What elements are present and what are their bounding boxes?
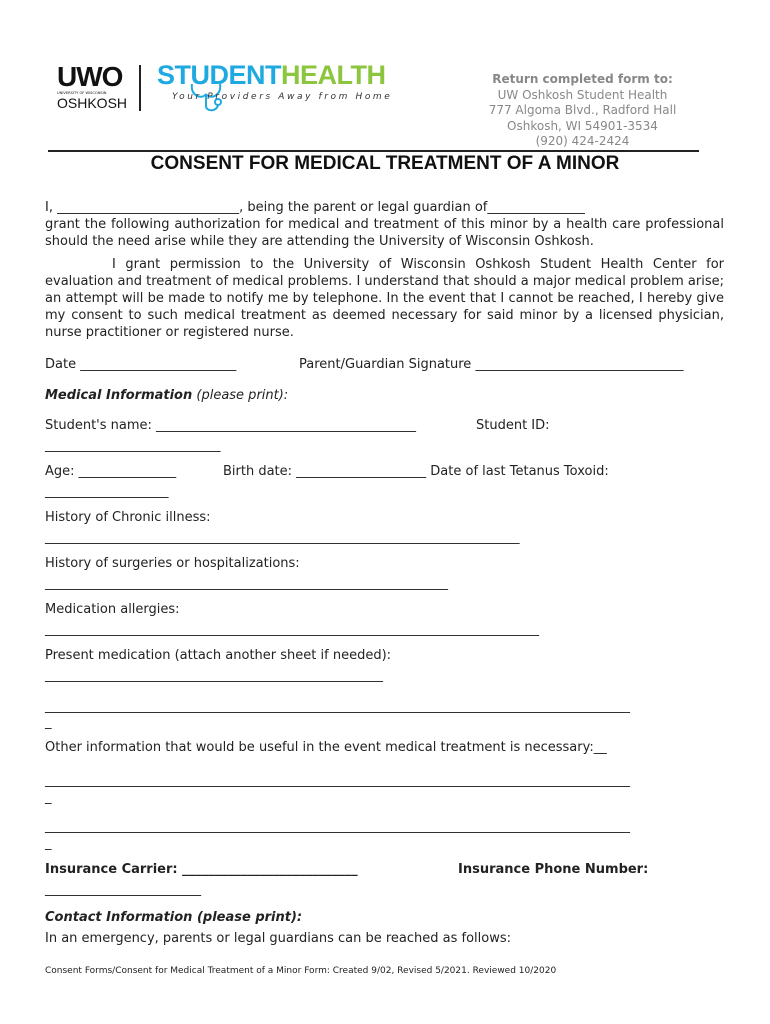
tetanus-field[interactable]: ___________________ <box>45 484 169 499</box>
permission-text: I grant permission to the University of Wisconsin Oshkosh Student Health Center for evaluation and treatment of medical problems. I understand that should a major medical problem arise; an attempt will be made to notify me by telephone. In the event that I cannot be reached, I hereby give my consent to such medical treatment as deemed necessary for said minor by a licensed physician, nurse practitioner or registered nurse. <box>45 257 724 340</box>
return-line2: 777 Algoma Blvd., Radford Hall <box>488 103 677 117</box>
student-name-field[interactable]: Student's name: ________________________________________ <box>45 418 417 433</box>
insurance-carrier-field[interactable]: Insurance Carrier: ___________________________ <box>45 862 358 877</box>
surgeries-label: History of surgeries or hospitalizations: <box>45 556 300 571</box>
line-continuation: _ <box>45 836 52 851</box>
medical-info-heading-label: Medical Information <box>45 388 193 403</box>
other-info-field[interactable]: Other information that would be useful in the event medical treatment is necessary:__ <box>45 740 607 755</box>
student-health-logo-part2: HEALTH <box>281 60 386 90</box>
contact-info-heading: Contact Information (please print): <box>45 910 303 925</box>
return-line3: Oshkosh, WI 54901-3534 <box>507 118 658 133</box>
present-medication-extra-line[interactable]: __________________________________________________________________________________________ <box>45 699 630 714</box>
return-line1: UW Oshkosh Student Health <box>497 87 668 102</box>
uwo-logo-letters: UWO <box>57 61 123 92</box>
uwo-logo-city: OSHKOSH <box>57 95 128 111</box>
parent-signature-field[interactable]: Parent/Guardian Signature ________________________________ <box>299 357 684 372</box>
line-continuation: _ <box>45 790 52 805</box>
logo-divider <box>139 65 141 111</box>
return-phone: (920) 424-2424 <box>535 134 630 148</box>
student-health-tagline: Your Providers Away from Home <box>172 92 393 102</box>
allergies-field[interactable]: ____________________________________________________________________________ <box>45 622 539 637</box>
birth-date-field[interactable]: Birth date: ____________________ Date of last Tetanus Toxoid: <box>223 464 609 479</box>
surgeries-field[interactable]: ______________________________________________________________ <box>45 576 448 591</box>
return-address <box>470 72 695 150</box>
contact-info-text: In an emergency, parents or legal guardians can be reached as follows: <box>45 931 512 946</box>
page-title: CONSENT FOR MEDICAL TREATMENT OF A MINOR <box>150 153 620 174</box>
intro-text: grant the following authorization for medical and treatment of this minor by a health care professional should the need arise while they are attending the University of Wisconsin Oshkosh. <box>45 217 724 249</box>
medical-info-heading-note: (please print): <box>192 388 289 403</box>
present-medication-field[interactable]: ____________________________________________________ <box>45 668 383 683</box>
uwo-logo-university: UNIVERSITY OF WISCONSIN <box>57 91 107 95</box>
medical-info-heading <box>45 387 288 404</box>
other-info-line2[interactable]: __________________________________________________________________________________________ <box>45 819 630 834</box>
date-field[interactable]: Date ________________________ <box>45 357 237 372</box>
student-id-field[interactable]: ___________________________ <box>45 438 221 453</box>
line-continuation: _ <box>45 715 52 730</box>
insurance-phone-label: Insurance Phone Number: <box>458 862 649 877</box>
chronic-illness-field[interactable]: _________________________________________________________________________ <box>45 530 520 545</box>
student-health-logo-part1: STUDENT <box>157 60 281 90</box>
present-medication-label: Present medication (attach another sheet if needed): <box>45 648 392 663</box>
age-field[interactable]: Age: _______________ <box>45 464 177 479</box>
header-rule <box>48 150 699 152</box>
other-info-line1[interactable]: __________________________________________________________________________________________ <box>45 773 630 788</box>
page-footer: Consent Forms/Consent for Medical Treatment of a Minor Form: Created 9/02, Revised 5/2021. Reviewed 10/2020 <box>45 966 557 976</box>
chronic-illness-label: History of Chronic illness: <box>45 510 211 525</box>
intro-line1[interactable]: I, ____________________________, being the parent or legal guardian of_______________ <box>45 200 585 215</box>
insurance-phone-field[interactable]: ________________________ <box>45 882 201 897</box>
uwo-logo <box>57 63 127 115</box>
student-id-label: Student ID: <box>476 418 550 433</box>
return-heading: Return completed form to: <box>492 72 673 86</box>
allergies-label: Medication allergies: <box>45 602 180 617</box>
